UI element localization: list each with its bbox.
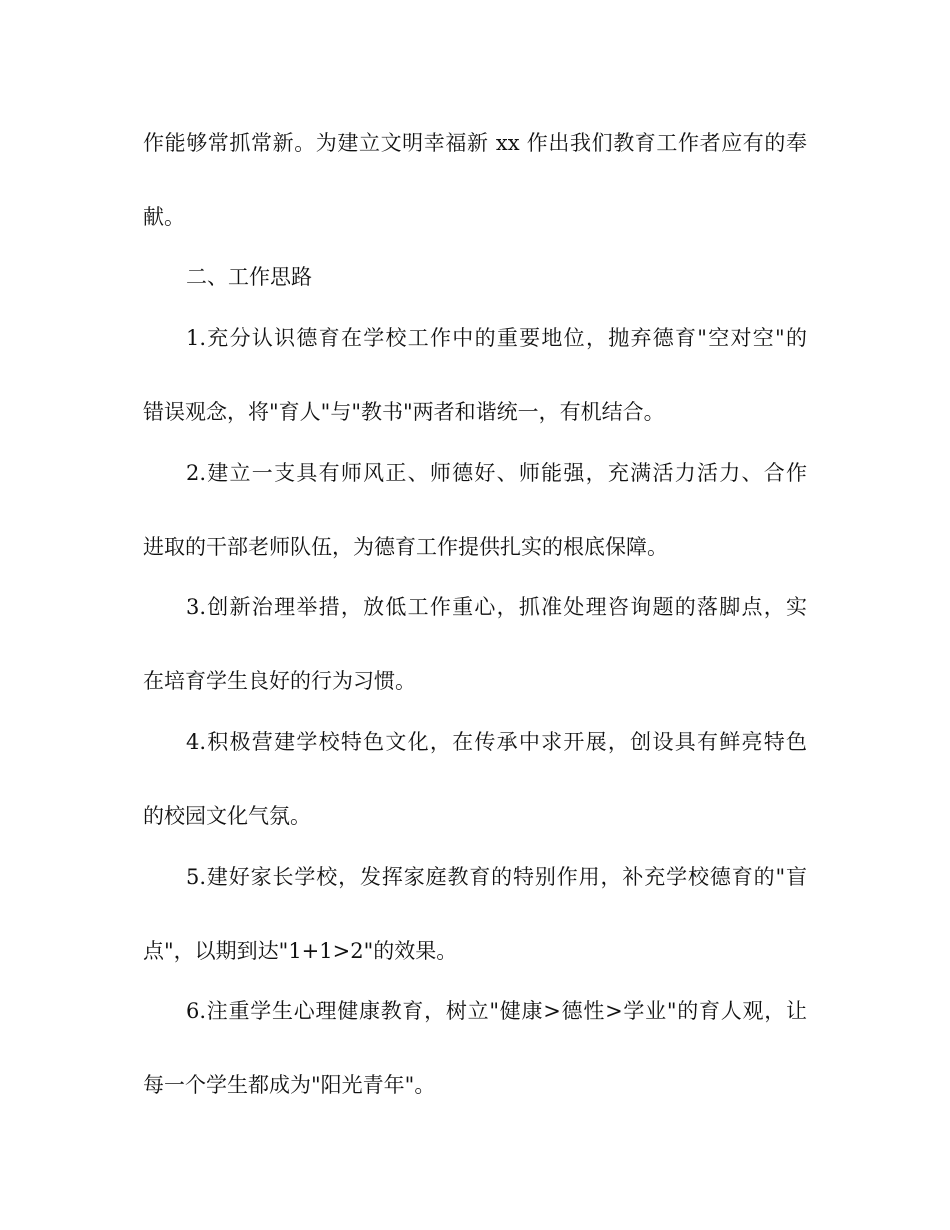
paragraph-line: 作能够常抓常新。为建立文明幸福新 xx 作出我们教育工作者应有的奉: [143, 131, 807, 155]
list-item-line: 5.建好家长学校，发挥家庭教育的特别作用，补充学校德育的"盲: [186, 865, 807, 889]
list-item-line: 点"，以期到达"1+1>2"的效果。: [143, 939, 458, 963]
list-item-line: 进取的干部老师队伍，为德育工作提供扎实的根底保障。: [143, 535, 668, 559]
list-item-line: 的校园文化气氛。: [143, 804, 311, 828]
section-heading: 二、工作思路: [186, 265, 312, 289]
list-item-line: 2.建立一支具有师风正、师德好、师能强，充满活力活力、合作: [186, 461, 807, 485]
list-item-line: 每一个学生都成为"阳光青年"。: [143, 1073, 436, 1097]
list-item-line: 1.充分认识德育在学校工作中的重要地位，抛弃德育"空对空"的: [186, 326, 807, 350]
list-item-line: 6.注重学生心理健康教育，树立"健康>德性>学业"的育人观，让: [186, 999, 807, 1023]
list-item-line: 在培育学生良好的行为习惯。: [143, 669, 416, 693]
paragraph-line: 献。: [143, 205, 185, 229]
list-item-line: 3.创新治理举措，放低工作重心，抓准处理咨询题的落脚点，实: [186, 595, 807, 619]
list-item-line: 4.积极营建学校特色文化，在传承中求开展，创设具有鲜亮特色: [186, 730, 807, 754]
list-item-line: 错误观念，将"育人"与"教书"两者和谐统一，有机结合。: [143, 400, 665, 424]
